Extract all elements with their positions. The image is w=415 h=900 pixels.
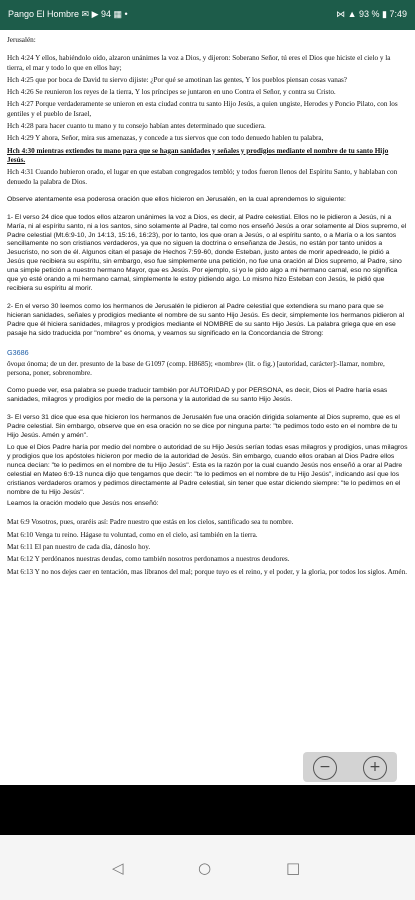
- verse: Hch 4:24 Y ellos, habiéndolo oído, alzaron unánimes la voz a Dios, y dijeron: Soberano Señor, tú eres el Dios que hiciste el cielo y la tierra, el mar y todo lo que en ellos hay;: [7, 54, 391, 72]
- bottom-bar: [0, 785, 415, 835]
- verse: Hch 4:25 que por boca de David tu siervo dijiste: ¿Por qué se amotinan las gentes, Y los pueblos piensan cosas vanas?: [7, 75, 347, 84]
- verse: Mat 6:13 Y no nos dejes caer en tentación, mas líbranos del mal; porque tuyo es el reino, y el poder, y la gloria, por todos los siglos. Amén.: [7, 567, 407, 576]
- back-icon[interactable]: ◁: [112, 859, 124, 877]
- navigation-bar: [0, 835, 415, 900]
- paragraph: 1- El verso 24 dice que todos ellos alzaron unánimes la voz a Dios, es decir, al Padre celestial. Ellos no le pidieron a Jesús, ni a María, ni al espíritu santo, ni a los santos, sino solamente al Padre, tal como nos enseñó Jesús a orar solamente al Dios supremo, el Padre celestial (Mt.6:9-10, Jn 14:13, 15:16, 16:23), por lo tanto, los que oran a Jesús, o al espíritu santo, o a María o a los santos sencillamente no son cristianos verdaderos, ya que no siguen la doctrina o enseñanza de Jesús, no están por tanto unidos a Jesucristo, no son de él. Algunos citan el pasaje de Hechos 7:59-60, donde Esteban, justo antes de morir apedreado, le pidió a Jesús que recibiera su espíritu, sin embargo, eso fue simplemente una petición, no fue una oración al Dios supremo, al Padre, sino una simple petición a nuestro hermano Mayor, que es Jesús. Por ejemplo, si yo le pido algo a mi hermano carnal, eso no significa que yo esté orando a mi hermano carnal, simplemente le estoy pidiendo algo. Lo mismo hizo Esteban con Jesús, le pidió que recibiera su espíritu al morir.: [7, 213, 407, 293]
- zoom-controls: [303, 752, 397, 782]
- recent-apps-icon[interactable]: □: [286, 859, 301, 877]
- verse: Hch 4:31 Cuando hubieron orado, el lugar en que estaban congregados tembló; y todos fueron llenos del Espíritu Santo, y hablaban con denuedo la palabra de Dios.: [7, 168, 398, 186]
- strong-number: G3686: [7, 347, 29, 357]
- verse: Mat 6:11 El pan nuestro de cada día, dánoslo hoy.: [7, 542, 151, 551]
- verse: Hch 4:26 Se reunieron los reyes de la tierra, Y los príncipes se juntaron en uno Contra el Señor, y contra su Cristo.: [7, 88, 336, 97]
- verse: Mat 6:10 Venga tu reino. Hágase tu voluntad, como en el cielo, así también en la tierra.: [7, 530, 258, 539]
- verse: Hch 4:29 Y ahora, Señor, mira sus amenazas, y concede a tus siervos que con todo denuedo hablen tu palabra,: [7, 134, 324, 143]
- verse: Hch 4:28 para hacer cuanto tu mano y tu consejo habían antes determinado que sucediera.: [7, 122, 266, 131]
- verse: Mat 6:12 Y perdónanos nuestras deudas, como también nosotros perdonamos a nuestros deudores.: [7, 555, 290, 564]
- document-page: [7, 36, 408, 580]
- document-viewer[interactable]: [0, 30, 415, 785]
- status-left: Pango El Hombre ✉ ▶ 94 ▦ •: [8, 9, 128, 19]
- verse-highlight: Hch 4:30 mientras extiendes tu mano para que se hagan sanidades y señales y prodigios mediante el nombre de tu santo Hijo Jesús.: [7, 146, 389, 164]
- status-bar: [0, 0, 415, 30]
- status-right: ⋈ ▲ 93 % ▮ 7:49: [336, 9, 407, 19]
- paragraph: Como puede ver, esa palabra se puede traducir también por AUTORIDAD y por PERSONA, es decir, Dios el Padre haría esas sanidades, milagros y prodigios por medio de la persona y la autoridad de su santo Hijo Jesús.: [7, 387, 388, 404]
- paragraph: 3- El verso 31 dice que esa que hicieron los hermanos de Jerusalén fue una oración dirigida solamente al Dios supremo, que es el Padre celestial. Sin embargo, observe que en esa oración no se dice por ninguna parte: "te pedimos todo esto en el nombre de tu Hijo Jesús. Amén y amén".: [7, 414, 400, 440]
- verse: Mat 6:9 Vosotros, pues, oraréis así: Padre nuestro que estás en los cielos, santificado sea tu nombre.: [7, 518, 294, 527]
- paragraph: Leamos la oración modelo que Jesús nos enseñó:: [7, 500, 159, 508]
- zoom-in-icon[interactable]: +: [363, 756, 387, 780]
- zoom-out-icon[interactable]: −: [313, 756, 337, 780]
- home-icon[interactable]: ○: [198, 859, 212, 877]
- definition: ὄνομα ónoma; de un der. presunto de la base de G1097 (comp. H8685); «nombre» (lit. o fig.) [autoridad, carácter]:-llamar, nombre, persona, poner, sobrenombre.: [7, 359, 385, 378]
- paragraph: 2- En el verso 30 leemos como los hermanos de Jerusalén le pidieron al Padre celestial que extendiera su mano para que se hicieran sanidades, señales y prodigios mediante el nombre de su santo Hijo Jesús. Es decir, simplemente los hermanos pidieron al Padre que él hiciera sanidades, milagros y prodigios mediante el NOMBRE de su santo Hijo Jesús. La palabra griega que en ese pasaje ha sido traducida por "nombre" es ónoma, y veamos su significado en la Concordancia de Strong:: [7, 302, 405, 337]
- paragraph: Jerusalén:: [7, 36, 36, 44]
- paragraph: Observe atentamente esa poderosa oración que ellos hicieron en Jerusalén, en la cual aprendemos lo siguiente:: [7, 195, 346, 203]
- paragraph: Lo que el Dios Padre haría por medio del nombre o autoridad de su Hijo Jesús serían todas esas milagros y prodigios, unas milagros y prodigios que los apóstoles hicieron por medio de la autoridad de Jesús. Sin embargo, cuando ellos oraban al Dios Padre ellos nunca decían: "te lo pedimos en el nombre de tu Hijo Jesús". Esta es la razón por la cual cuando Jesús nos enseñó a orar al Padre celestial en Mateo 6:9-13 nunca dijo que tengamos que decir: "te lo pedimos en el nombre de tu Hijo Jesús", indicando así que los cristianos verdaderos oramos y pedimos directamente al Padre celestial, sin tener que estar diciendo siempre: "te lo pedimos en el nombre de tu Hijo Jesús".: [7, 443, 408, 496]
- verse: Hch 4:27 Porque verdaderamente se unieron en esta ciudad contra tu santo Hijo Jesús, a quien ungiste, Herodes y Poncio Pilato, con los gentiles y el pueblo de Israel,: [7, 100, 398, 118]
